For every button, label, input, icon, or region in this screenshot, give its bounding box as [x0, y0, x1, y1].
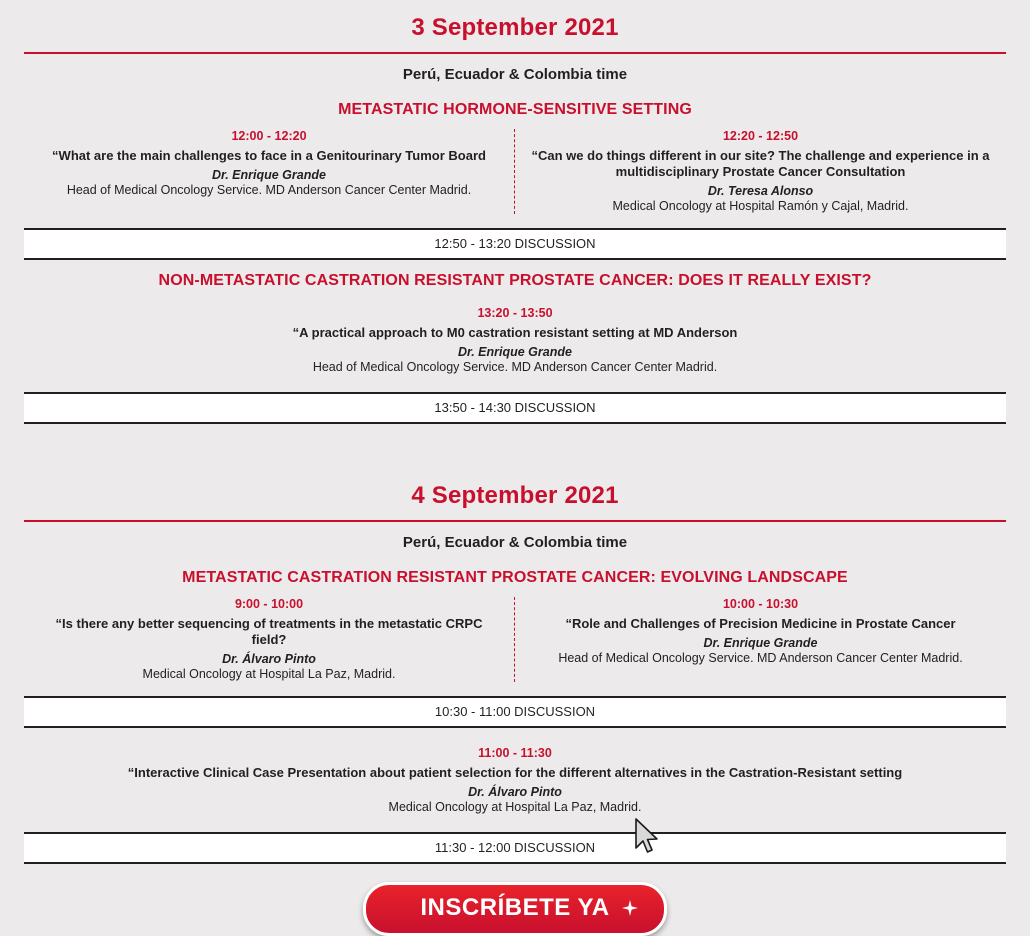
talk-title: “A practical approach to M0 castration resistant setting at MD Anderson: [292, 325, 738, 341]
talk-time: 9:00 - 10:00: [234, 596, 304, 611]
talk-time: 11:00 - 11:30: [478, 746, 552, 761]
section-1-1-title: METASTATIC HORMONE-SENSITIVE SETTING: [338, 101, 692, 118]
day-2-date: 4 September 2021: [411, 481, 619, 509]
talk-affiliation: Head of Medical Oncology Service. MD Anderson Cancer Center Madrid.: [558, 650, 963, 665]
section-2-1: [24, 557, 1006, 728]
section-2-1-talks: [24, 597, 1006, 692]
talk-title: “Interactive Clinical Case Presentation about patient selection for the different alternatives in the Castration-Resistant setting: [127, 765, 903, 781]
section-1-2-title: NON-METASTATIC CASTRATION RESISTANT PROSTATE CANCER: DOES IT REALLY EXIST?: [158, 272, 872, 290]
talk-title: “What are the main challenges to face in a Genitourinary Tumor Board: [52, 148, 486, 163]
talk-card: [24, 728, 1006, 827]
talk-card: [515, 129, 1006, 214]
talk-card: [24, 129, 515, 214]
talk-title: “Is there any better sequencing of treatments in the metastatic CRPC field?: [55, 615, 483, 647]
talk-card: [515, 597, 1006, 682]
discussion-bar: 11:30 - 12:00 DISCUSSION: [24, 832, 1006, 864]
talk-card: [24, 300, 1006, 387]
talk-speaker: Dr. Enrique Grande: [458, 345, 572, 360]
talk-speaker: Dr. Enrique Grande: [703, 635, 818, 650]
day-block-1: [24, 0, 1006, 424]
talk-time: 10:00 - 10:30: [722, 596, 799, 611]
talk-card: [24, 597, 515, 682]
section-2-1-title: METASTATIC CASTRATION RESISTANT PROSTATE CANCER: EVOLVING LANDSCAPE: [182, 568, 848, 586]
talk-affiliation: Head of Medical Oncology Service. MD Anderson Cancer Center Madrid.: [66, 182, 472, 197]
talk-speaker: Dr. Teresa Alonso: [707, 183, 814, 198]
section-2-2: [24, 728, 1006, 863]
talk-speaker: Dr. Enrique Grande: [212, 167, 326, 182]
talk-speaker: Dr. Álvaro Pinto: [468, 785, 562, 800]
register-button-label: INSCRÍBETE YA: [420, 893, 610, 921]
discussion-bar: 12:50 - 13:20 DISCUSSION: [24, 228, 1006, 260]
sparkle-icon: [622, 895, 638, 911]
content-container: [24, 0, 1006, 936]
day-spacer: [24, 424, 1006, 468]
day-1-timezone: Perú, Ecuador & Colombia time: [402, 66, 628, 83]
talk-affiliation: Head of Medical Oncology Service. MD Anderson Cancer Center Madrid.: [312, 360, 718, 375]
register-button[interactable]: [363, 882, 666, 936]
section-1-2: [24, 260, 1006, 423]
talk-time: 12:00 - 12:20: [231, 129, 307, 143]
talk-title: “Role and Challenges of Precision Medicine in Prostate Cancer: [565, 615, 956, 631]
talk-affiliation: Medical Oncology at Hospital La Paz, Madrid.: [388, 800, 642, 815]
talk-affiliation: Medical Oncology at Hospital Ramón y Cajal, Madrid.: [612, 198, 909, 213]
talk-speaker: Dr. Álvaro Pinto: [222, 651, 316, 666]
discussion-bar: 13:50 - 14:30 DISCUSSION: [24, 392, 1006, 424]
talk-time: 12:20 - 12:50: [722, 129, 799, 143]
day-2-timezone: Perú, Ecuador & Colombia time: [402, 533, 628, 551]
discussion-bar: 10:30 - 11:00 DISCUSSION: [24, 696, 1006, 728]
talk-title: “Can we do things different in our site? The challenge and experience in a multidisciplinary Prostate Cancer Consultation: [531, 148, 990, 179]
section-1-1: [24, 89, 1006, 260]
day-1-date: 3 September 2021: [411, 14, 619, 41]
talk-affiliation: Medical Oncology at Hospital La Paz, Madrid.: [142, 666, 396, 681]
section-1-1-talks: [24, 129, 1006, 224]
talk-time: 13:20 - 13:50: [477, 306, 553, 321]
cta-container: [24, 864, 1006, 936]
day-block-2: [24, 468, 1006, 864]
